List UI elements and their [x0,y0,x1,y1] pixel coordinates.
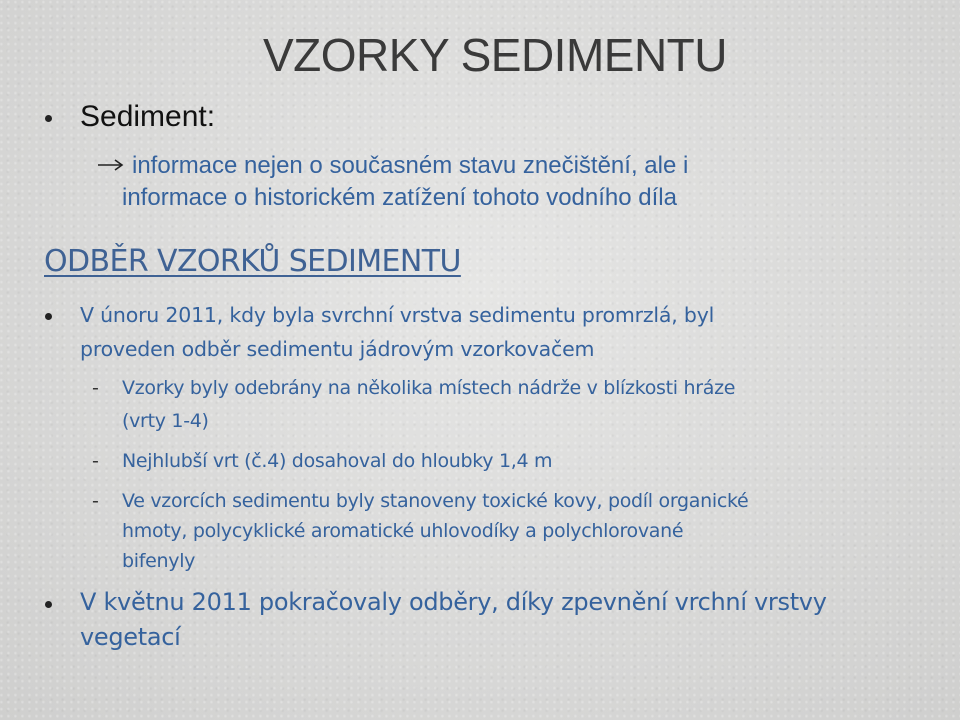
slide-title: VZORKY SEDIMENTU [263,29,727,81]
sediment-info-line-2: informace o historickém zatížení tohoto vodního díla [122,184,677,211]
subitem1-line-1: Vzorky byly odebrány na několika místech nádrže v blízkosti hráze [122,377,736,399]
dash-marker: - [92,377,99,399]
bullet2-line-2: vegetací [80,623,181,651]
dash-marker: - [92,450,99,472]
bullet2-line-1: V květnu 2011 pokračovaly odběry, díky zpevnění vrchní vrstvy [80,588,827,616]
sediment-label: Sediment: [80,100,216,133]
bullet-dot-icon [45,115,52,122]
subitem3-line-3: bifenyly [122,550,196,572]
subitem3-line-1: Ve vzorcích sedimentu byly stanoveny toxické kovy, podíl organické [122,490,749,512]
arrow-right-icon [96,155,126,175]
subitem2-line-1: Nejhlubší vrt (č.4) dosahoval do hloubky 1,4 m [122,450,553,472]
section-heading: ODBĚR VZORKŮ SEDIMENTU [44,244,461,279]
sediment-info-line-1: informace nejen o současném stavu znečištění, ale i [132,152,689,179]
bullet-dot-icon [45,313,52,320]
bullet1-line-1: V únoru 2011, kdy byla svrchní vrstva sedimentu promrzlá, byl [80,303,715,327]
subitem1-line-2: (vrty 1-4) [122,410,209,432]
subitem3-line-2: hmoty, polycyklické aromatické uhlovodíky a polychlorované [122,520,684,542]
bullet-dot-icon [45,601,52,608]
dash-marker: - [92,490,99,512]
bullet1-line-2: proveden odběr sedimentu jádrovým vzorkovačem [80,337,595,361]
